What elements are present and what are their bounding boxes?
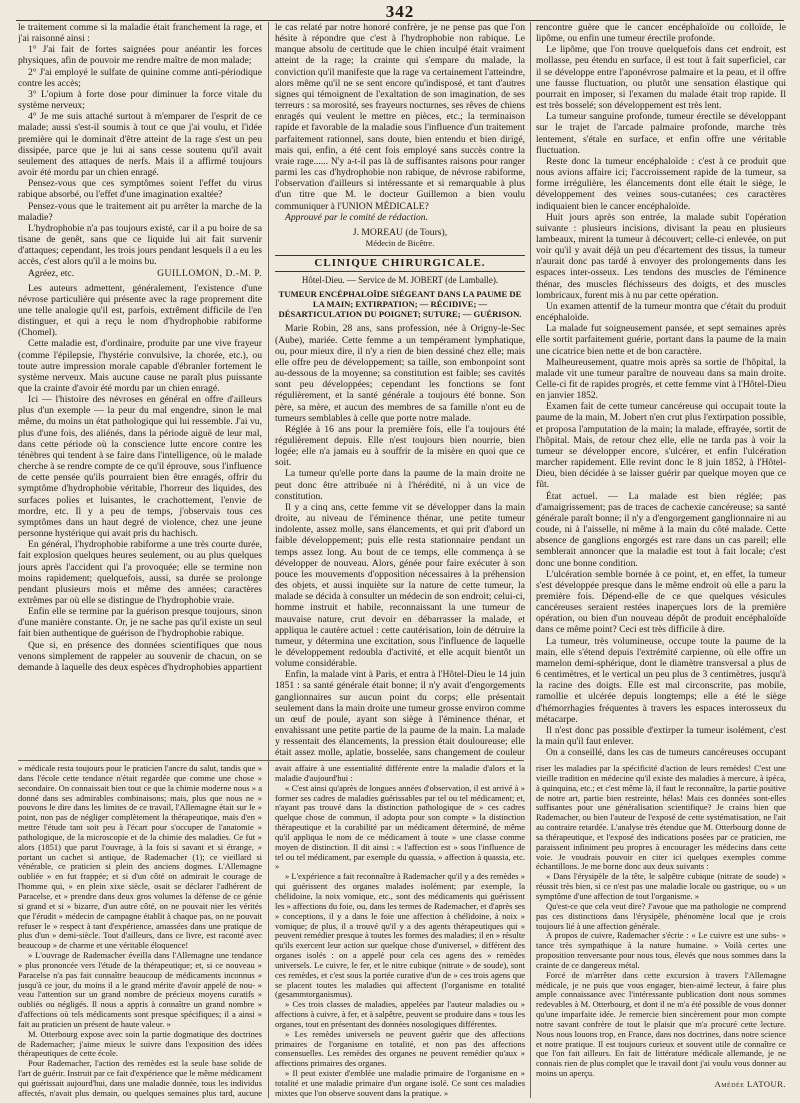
paragraph: 3° L'opium à forte dose pour diminuer la force vitale du système nerveux; <box>18 88 262 112</box>
paragraph: » Les remèdes universels ne peuvent guérir que des affections primaires de l'organisme en totalité, et non pas des affections consensuelles. Les remèdes des organes ne peuvent remédier qu'aux » affections primaires des organes. <box>275 1028 525 1069</box>
paragraph: Il n'est donc pas possible d'extirper la tumeur isolément, c'est la main qu'il faut enlever. <box>536 724 786 747</box>
paragraph: Ici — l'histoire des névroses en général en offre d'ailleurs plus d'un exemple — la peur du mal engendre, sinon le mal même, du moins un état pathologique qui lui ressemble. J'ai vu, plus d'une fois, des aliénés, dans la période aiguë de leur mal, dans cette période où la conscience lutte encore contre les ténèbres qui tendent à se faire dans l'intelligence, où le malade cherche à se rendre compte de ce qu'il éprouve, sous l'influence de cette pensée qu'ils pourraient bien être enragés, offrir du symptôme d'hydrophobie véritable, l'horreur des liquides, des surfaces polies et luisantes, le crachottement, l'envie de mordre, etc. Il y a peu de temps, j'observais tous ces symptômes dans un haut degré de violence, chez une jeune personne hystérique qui avait pris du hachisch. <box>18 394 262 540</box>
paragraph: Examen fait de cette tumeur cancéreuse qui occupait toute la paume de la main, M. Jobert n'en crut plus l'extirpation possible, et proposa l'amputation de la main; la malade, effrayée, sortit de l'hôpital. Mais, de retour chez elle, elle ne tarda pas à voir la tumeur se développer encore, s'ulcérer, et enfin l'ulcération marcher rapidement. Elle revint donc le 8 juin 1852, à l'Hôtel-Dieu, bien décidée à se laisser guérir par quelque moyen que ce fût. <box>536 401 786 491</box>
top-rule <box>16 20 784 21</box>
paragraph: Forcé de m'arrêter dans cette excursion à travers l'Allemagne médicale, je ne puis que vous engager, bien-aimé lecteur, à faire plus ample connaissance avec l'intéressante publication dont nous sommes redevables à M. Otterbourg, et dont il ne m'a été possible de vous donner qu'une imparfaite idée. Je remercie bien sincèrement pour mon compte notre savant confrère de tout le plaisir que m'a procuré cette lecture. Nous nous louons trop, en France, dans nos doctrines, dans notre science et notre pratique. Il est toujours curieux et souvent utile de connaître ce que l'on fait ailleurs. En fait de littérature médicale allemande, je ne connais rien de plus complet que le travail dont j'ai voulu vous donner au moins un aperçu. <box>536 969 786 1079</box>
paragraph: le traitement comme si la maladie était franchement la rage, et j'ai raisonné ainsi : <box>18 22 262 45</box>
paragraph: » médicale resta toujours pour le praticien l'ancre du salut, tandis que » dans l'école cette tendance n'était regardée que comme une chose » secondaire. On connaissait bien tout ce que la chimie moderne nous » a donné dans ses admirables combinaisons; mais, plus que nous ne » pouvons le dire dans les limites de ce travail, l'Allemagne était sur le » point, non pas de négliger complètement la thérapeutique, mais d'en » mettre l'étude tant soit peu à l'écart pour s'occuper de l'anatomie » pathologique, de la microscopie et de la chimie des maladies. Ce fut » alors (1851) que parut l'ouvrage, à la fois si savant et si étrange, » portant un cachet si antique, de Rademacher (1); ce vieillard si vénérable, ce praticien si plein des anciens dogmes. L'Allemagne oubliée » en fut frappée; et si d'un côté on admirait le courage de l'homme qui, » en plein xixe siècle, osait se déclarer l'adhérent de Paracelse, et » prendre dans deux gros volumes la défense de ce génie si grand et si » bizarre, d'un autre côté, on ne pouvait nier les vérités que l'érudit » médecin de campagne établit à chaque pas, on ne pouvait refuser le » respect à tant d'expérience, amassées dans une pratique de plus d'un » demi-siècle. Tout d'ailleurs, dans ce livre, est raconté avec beaucoup » de charme et une véritable éloquence! <box>18 764 262 951</box>
feuilleton-column-3 <box>536 764 786 1098</box>
paragraph: 1° J'ai fait de fortes saignées pour anéantir les forces physiques, afin de pouvoir me rendre maître de mon malade; <box>18 44 262 67</box>
feuilleton-signature <box>536 1080 786 1090</box>
paragraph: Il y a cinq ans, cette femme vit se développer dans la main droite, au niveau de l'éminence thénar, une petite tumeur indolente, assez molle, sans élancements, et qui prit d'abord un faible développement; puis elle resta stationnaire pendant un temps assez long. Au bout de ce temps, elle commença à se développer de nouveau. Alors, génée pour faire exécuter à son pouce les mouvements d'opposition nécessaires à la préhension des objets, et aussi inquiète sur la nature de cette tumeur, la malade se décida à consulter un médecin de son endroit; celui-ci, homme instruit et habile, reconnaissant la une tumeur de mauvaise nature, crut devoir en débarrasser la malade, et appliqua le cautère actuel : cette cautérisation, loin de détruire la tumeur, y détermina une excitation, sous l'influence de laquelle le développement redoubla d'activité, et elle acquit bientôt un volume considérable. <box>275 501 525 670</box>
case-title: TUMEUR ENCÉPHALOÏDE SIÉGEANT DANS LA PAUME DE LA MAIN; EXTIRPATION; — RÉCIDIVE; — DÉSARTICULATION DU POIGNET; SUTURE; — GUÉRISON. <box>278 289 522 320</box>
paragraph: La tumeur, très volumineuse, occupe toute la paume de la main, elle s'étend depuis l'extrémité carpienne, où elle offre un mamelon demi-sphérique, dont le diamètre transversal a plus de 6 centimètres, et le vertical un peu plus de 3 centimètres, jusqu'à la racine des doigts. Elle est mal circonscrite, pas mobile, ramollie et ulcérée depuis longtemps; elle a été le siège d'hémorrhagies fréquentes à travers les espaces interosseux du métacarpe. <box>536 635 786 725</box>
paragraph: La malade fut soigneusement pansée, et sept semaines après elle sortit parfaitement guérie, portant dans la paume de la main une cicatrice bien nette et de bon caractère. <box>536 323 786 357</box>
paragraph: Pour Rademacher, l'action des remèdes est la seule base solide de l'art de guérir. Instruit par ce fait d'expérience que le même médicament qui guérissait aujourd'hui, dans une maladie donnée, tous les individus affectés, n'avait plus demain, ou quelques semaines plus tard, aucune <box>18 1058 262 1098</box>
paragraph: L'hydrophobie n'a pas toujours existé, car il a pu boire de sa tisane de genêt, sans que ce liquide lui ait fait survenir d'attaques; cependant, les trois jours pendant lesquels il a eu les accès, c'est alors qu'il a le moins bu. <box>18 222 262 268</box>
sign-title: Médecin de Bicêtre. <box>365 237 435 248</box>
paragraph: Enfin elle se termine par la guérison presque toujours, sinon d'une manière constante. Or, je ne sache pas qu'il existe un seul fait bien authentique de guérison de l'hydrophobie rabique. <box>18 606 262 640</box>
paragraph: « C'est ainsi qu'après de longues années d'observation, il est arrivé à » former ses cadres de maladies guérissables par tel ou tel médicament; et, n'ayant pas trouvé dans la distinction pathologique de » ces cadres quelque chose de commun, il adopta pour son compte » la distinction thérapeutique et la curabilité par un médicament déterminé, de même qu'il appliqua le nom de ce médicament à toute » une classe comme moyen de distinction. Il dit ainsi : « l'affection est » sous l'influence de tel ou tel médicament, par exemple du quassia, » affection à quassia, etc. » <box>275 782 525 872</box>
paragraph: riser les maladies par la spécificité d'action de leurs remèdes! C'est une vieille tradition en médecine qu'il existe des maladies à mercure, à ipéca, à quinquina, etc.; et c'est même là, il faut le reconnaître, la partie positive de notre art, partie bien restreinte, hélas! Mais ces données sont-elles suffisantes pour une généralisation scientifique? Je crains bien que Rademacher, ou bien l'auteur de l'exposé de cette systématisation, ne l'ait au contraire retardée. L'analyse très étendue que M. Otterbourg donne de sa thérapeutique, et l'exposé des indications posées par ce praticien, me paraissent infiniment peu propres à encourager les médecins dans cette voie. Je voudrais pouvoir en citer ici quelques exemples comme échantillons. Je me borne donc aux deux suivants : <box>536 764 786 872</box>
sign-greeting: Agréez, etc. <box>28 268 75 280</box>
paragraph: 2° J'ai employé le sulfate de quinine comme anti-périodique contre les accès; <box>18 66 262 89</box>
paragraph: Cette maladie est, d'ordinaire, produite par une vive frayeur (comme l'épilepsie, l'hystérie convulsive, la chorée, etc.), ou toute autre impression morale capable d'ébranler fortement le système nerveux. Mais aucune cause ne paraît plus puissante que la crainte d'avoir été mordu par un chien enragé. <box>18 338 262 394</box>
paragraph: rencontre guère que le cancer encéphaloïde ou colloïde, le lipôme, ou enfin une tumeur érectile profonde. <box>536 22 786 45</box>
hospital-service: Hôtel-Dieu. — Service de M. JOBERT (de Lamballe). <box>301 275 499 286</box>
article-signature <box>275 227 525 249</box>
paragraph: Qu'est-ce que cela veut dire? J'avoue que ma pathologie ne comprend pas ces distinctions dans l'érysipèle, phénomène local que je crois toujours lié à une affection générale. <box>536 900 786 931</box>
column-divider-2 <box>530 22 531 1098</box>
column-2 <box>275 22 525 758</box>
paragraph: » Il peut exister d'emblée une maladie primaire de l'organisme en » totalité et une maladie primaire d'un organe isolé. Ce sont ces maladies mixtes que l'on observe souvent dans la pratique. » <box>275 1068 525 1098</box>
feuilleton-column-2 <box>275 764 525 1098</box>
sign-author: Amédée LATOUR. <box>714 1079 786 1089</box>
letter-signature <box>18 268 262 279</box>
paragraph: La tumeur qu'elle porte dans la paume de la main droite ne peut donc être attribuée ni à l'hérédité, ni à un vice de constitution. <box>275 468 525 502</box>
paragraph: On a conseillé, dans les cas de tumeurs cancéreuses occupant <box>546 747 786 758</box>
paragraph: le cas relaté par notre honoré confrère, je ne pense pas que l'on hésite à répondre que c'est à l'hydrophobie non rabique. Le manque absolu de certitude que le chien inculpé était vraiment atteint de la rage; la crainte qui s'empare du malade, la conviction qu'il manifeste que la rage va certainement l'atteindre, alors même qu'il ne se sent encore qu'indisposé, et tant d'autres signes qui témoignent de l'exaltation de son imagination, de ses terreurs : sa morosité, ses frayeurs nocturnes, ses rêves de chiens enragés qui veulent le mettre en pièces, etc.; la terminaison rapide et favorable de la maladie sous l'influence d'un traitement parfaitement rationnel, sans doute, bien entendu et bien dirigé, mais qui, enfin, a été cent fois employé sans succès contre la vraie rage...... N'y a-t-il pas là de suffisantes raisons pour ranger parmi les cas d'hydrophobie non rabique, de névrose rabiforme, l'observation d'ailleurs si intéressante et si remarquable à plus d'un titre que M. le docteur Guillemon a bien voulu communiquer à l'UNION MÉDICALE? <box>275 22 525 212</box>
paragraph: Réglée à 16 ans pour la première fois, elle l'a toujours été régulièrement depuis. Elle n'est toujours bien nourrie, bien logée; elle n'a jamais eu à souffrir de la misère en quoi que ce soit. <box>275 423 525 469</box>
feuilleton-rule <box>18 760 524 761</box>
paragraph: L'ulcération semble bornée à ce point, et, en effet, la tumeur s'est développée presque dans le même endroit où elle a paru la première fois. Dépend-elle de ce que quelques vésicules cancéreuses seraient restées inaperçues lors de la première opération, ou bien d'un nouveau dépôt de produit encéphaloïde dans ce même point? Ceci est très difficile à dire. <box>536 568 786 636</box>
feuilleton-column-1 <box>18 764 262 1098</box>
paragraph: Reste donc la tumeur encéphaloïde : c'est à ce produit que nous avions affaire ici; l'accroissement rapide de la tumeur, sa forme irrégulière, les élancements dont elle était le siège, le développement des veines sous-cutanées; ces caractères indiquaient bien le cancer encéphaloïde. <box>536 155 786 212</box>
paragraph: avait affaire à une essentialité différente entre la maladie d'alors et la maladie d'aujourd'hui : <box>275 764 525 783</box>
paragraph: « Dans l'érysipèle de la tête, le salpêtre cubique (nitrate de soude) » réussit très bien, si ce n'est pas une maladie locale ou gastrique, ou » un symptôme d'une affection de tout l'organisme. » <box>536 871 786 901</box>
paragraph: Les auteurs admettent, généralement, l'existence d'une névrose particulière qui présente avec la rage proprement dite une telle analogie qu'il est, parfois, extrêment difficile de l'en distinguer, et qui a reçu le nom d'hydrophobie rabiforme (Chomel). <box>18 282 262 339</box>
paragraph: Pensez-vous que ces symptômes soient l'effet du virus rabique absorbé, ou l'effet d'une imagination exaltée? <box>18 178 262 201</box>
section-title: CLINIQUE CHIRURGICALE. <box>275 255 525 272</box>
paragraph: Que si, en présence des données scientifiques que nous venons simplement de rappeler au souvenir de chacun, on se demande à laquelle des deux espèces d'hydrophobies appartient <box>18 639 262 673</box>
column-1 <box>18 22 262 758</box>
column-divider-1 <box>268 22 269 1098</box>
paragraph: La tumeur sanguine profonde, tumeur érectile se développant sur le trajet de l'arcade palmaire profonde, marche très lentement, s'étale en surface, et enfin offre une véritable fluctuation. <box>536 111 786 156</box>
paragraph: Huit jours après son entrée, la malade subit l'opération suivante : plusieurs incisions, divisant la peau en plusieurs lambeaux, mirent la tumeur à découvert; celle-ci enlevée, on put voir qu'il y avait déjà un peu d'écartement des tissus, la tumeur n'aurait donc pas tardé à envoyer des prolongements dans les espaces inter-osseux. Les tendons des muscles de l'éminence thénar, des muscles fléchisseurs des doigts, et des muscles lombricaux, furent mis à nu par cette opération. <box>536 211 786 301</box>
paragraph: 4° Je me suis attaché surtout à m'emparer de l'esprit de ce malade; aussi s'est-il soumis à tout ce que j'ai voulu, et l'idée première qui le dominait d'être atteint de la rage s'est un peu dissipée, parce que je lui ai sans cesse soutenu qu'il avait seulement des attaques de nerfs. Mais il a affirmé toujours avoir été mordu par un chien enragé. <box>18 111 262 179</box>
paragraph: Marie Robin, 28 ans, sans profession, née à Origny-le-Sec (Aube), mariée. Cette femme a un tempérament lymphatique, ou, pour mieux dire, il n'y a rien de bien dessiné chez elle; mais elle offre peu de développement; sa taille, son embonpoint sont au-dessous de la moyenne; sa constitution est faible; ses cavités sont peu développées; cependant les fonctions se font régulièrement, et la santé générale a toujours été bonne. Son père, sa mère, et aucun des membres de sa famille n'ont eu de tumeurs semblables à celle que porte notre malade. <box>275 323 525 424</box>
approval-note: Approuvé par le comité de rédaction. <box>285 211 428 223</box>
paragraph: En général, l'hydrophobie rabiforme a une très courte durée, fait explosion quelques heures seulement, ou au plus quelques jours après l'accident qui l'a provoquée; elle se termine non moins rapidement; quelquefois, aussi, sa durée se prolonge pendant plusieurs mois et même des années; caractères extrêmes par où elle se distingue de l'hydrophobie vraie. <box>18 539 262 606</box>
page-number: 342 <box>385 2 415 21</box>
paragraph: » L'expérience a fait reconnaître à Rademacher qu'il y a des remèdes » qui guérissent des organes malades isolément; par exemple, la chélidoine, la noix vomique, etc., sont des médicaments qui guérissent les » affections du foie, ou, dans les termes de Rademacher, et d'après ses » conceptions, il y a dans le foie une affection à chélidoine, à noix » vomique; de plus, il a trouvé qu'il y a des agents thérapeutiques qui » peuvent remédier presque à toutes les formes des maladies; il en » résulte qu'ils exercent leur action sur quelque chose d'universel, » différent des organes isolés : on a appelé pour cela ces agens des » remèdes universels. Le cuivre, le fer, et le nitre cubique (nitrate » de soude), sont ces remèdes, et c'est sous la portée curative d'un de » ces trois agens que se placent toutes les maladies qui affectent (l'organisme en totalité (gesammtorganismus). <box>275 871 525 1000</box>
paragraph: Pensez-vous que le traitement ait pu arrêter la marche de la maladie? <box>18 200 262 223</box>
paragraph: Un examen attentif de la tumeur montra que c'était du produit encéphaloïde. <box>536 300 786 324</box>
paragraph: Enfin, la malade vint à Paris, et entra à l'Hôtel-Dieu le 14 juin 1851 : sa santé générale était bonne; il n'y avait d'engorgements ganglionnaires sur aucun point du corps; elle présentait seulement dans la main droite une tumeur grosse environ comme un œuf de poule, ayant son siège à l'éminence thénar, et envahissant une petite partie de la paume de la main. La malade y ressentait des élancements, la pression était douloureuse; elle était assez molle, aplatie, bosselée, sans changement de couleur <box>275 669 525 758</box>
sign-author: GUILLOMON, D.-M. P. <box>157 268 262 280</box>
paragraph: » Ces trois classes de maladies, appelées par l'auteur maladies ou » affections à cuivre, à fer, et à salpêtre, peuvent se produire dans » tous les organes, tout en présentant des données nosologiques différentes. <box>275 999 525 1029</box>
paragraph: Malheureusement, quatre mois après sa sortie de l'hôpital, la malade vit une tumeur paraître de nouveau dans sa main droite. Celle-ci fit de rapides progrès, et cette femme vint à l'Hôtel-Dieu en janvier 1852. <box>536 356 786 402</box>
paragraph: A propos de cuivre, Rademacher s'écrie : « Le cuivre est une subs- » tance très sympathique à la nature humaine. » Voilà certes une proposition renversante pour nous tous, élevés que nous sommes dans la crainte de ce dangereux métal. <box>536 930 786 970</box>
paragraph: M. Otterbourg expose avec soin la partie dogmatique des doctrines de Rademacher; j'aime mieux le suivre dans l'exposition des idées thérapeutiques de cette école. <box>18 1028 262 1059</box>
column-3 <box>536 22 786 758</box>
sign-author: J. MOREAU (de Tours), <box>352 226 448 238</box>
paragraph: État actuel. — La malade est bien réglée; pas d'amaigrissement; pas de traces de cachexie cancéreuse; sa santé générale paraît bonne; il n'y a d'engorgement ganglionnaire ni au coude, ni à l'aisselle, ni même à la main du côté malade. Cette absence de ganglions engorgés est rare dans un cas pareil; elle semblerait annoncer que la maladie est tout à fait locale; c'est donc une bonne condition. <box>536 490 786 569</box>
paragraph: » L'ouvrage de Rademacher éveilla dans l'Allemagne une tendance » plus prononcée vers l'étude de la thérapeutique; et, si ce nouveau » Paracelse n'a pas fait connaître beaucoup de médicaments inconnus » jusqu'à ce jour, du moins il a le grand mérite d'avoir appelé de nou- » veau l'attention sur un grand nombre de précieux moyens curatifs » oubliés ou négligés. Il nous a appris à connaître un grand nombre » d'affections où tels médicaments sont presque spécifiques; il a ainsi » fait au praticien un présent de haute valeur. » <box>18 950 262 1029</box>
paragraph: Le lipôme, que l'on trouve quelquefois dans cet endroit, est mollasse, peu étendu en surface, il est tout à fait superficiel, car il se développe entre l'aponévrose palmaire et la peau, et il offre une fausse fluctuation, ou plutôt une sensation élastique qui pourrait en imposer, si l'examen du malade était trop rapide. Il est très bosselé; son développement est très lent. <box>536 44 786 112</box>
